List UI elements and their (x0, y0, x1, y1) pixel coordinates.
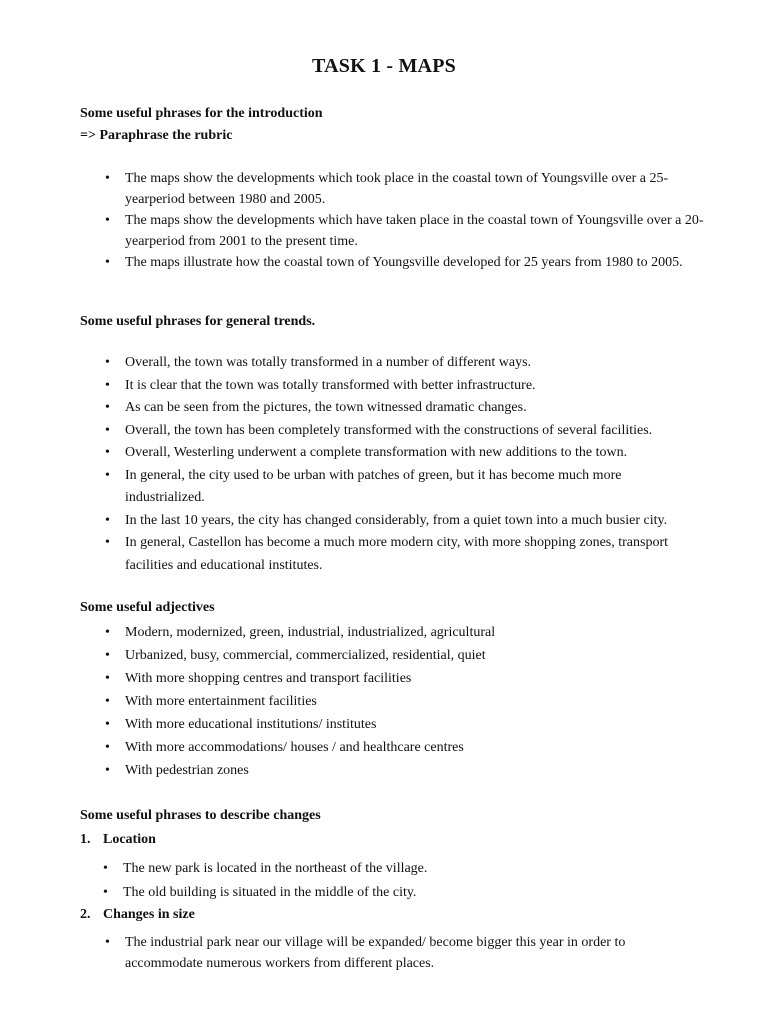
list-item: • As can be seen from the pictures, the town witnessed dramatic changes. (125, 397, 725, 420)
trends-list (125, 352, 725, 577)
trends-heading: Some useful phrases for general trends. (80, 314, 316, 329)
subsection-number: 2. (80, 907, 91, 922)
list-item: • With more educational institutions/ institutes (125, 713, 725, 736)
size-list (125, 932, 685, 974)
subsection-label: Changes in size (103, 907, 195, 922)
list-item: • In general, the city used to be urban with patches of green, but it has become much more industrialized. (125, 465, 685, 510)
changes-heading: Some useful phrases to describe changes (80, 808, 321, 823)
intro-list (125, 168, 725, 273)
intro-heading: Some useful phrases for the introduction (80, 106, 323, 121)
subsection-label: Location (103, 832, 156, 847)
list-item: • In general, Castellon has become a much more modern city, with more shopping zones, transport facilities and educational institutes. (125, 532, 685, 577)
list-item: • Overall, the town was totally transformed in a number of different ways. (125, 352, 725, 375)
subsection-size-heading (80, 907, 195, 923)
list-item: • The old building is situated in the middle of the city. (123, 881, 683, 905)
list-item: • With more entertainment facilities (125, 690, 725, 713)
list-item: • The maps show the developments which took place in the coastal town of Youngsville over a 25-yearperiod between 1980 and 2005. (125, 168, 725, 210)
location-list (123, 857, 683, 905)
list-item: • With more shopping centres and transport facilities (125, 667, 725, 690)
list-item: • The industrial park near our village will be expanded/ become bigger this year in order to accommodate numerous workers from different places. (125, 932, 685, 974)
adjectives-list (125, 621, 725, 782)
page-title: TASK 1 - MAPS (312, 55, 456, 77)
list-item: • The maps illustrate how the coastal town of Youngsville developed for 25 years from 1980 to 2005. (125, 252, 725, 273)
list-item: • The maps show the developments which have taken place in the coastal town of Youngsville over a 20-yearperiod from 2001 to the present time. (125, 210, 725, 252)
list-item: • Urbanized, busy, commercial, commercialized, residential, quiet (125, 644, 725, 667)
list-item: • Modern, modernized, green, industrial, industrialized, agricultural (125, 621, 725, 644)
list-item: • It is clear that the town was totally transformed with better infrastructure. (125, 375, 725, 398)
list-item: • Overall, Westerling underwent a complete transformation with new additions to the town. (125, 442, 725, 465)
list-item: • With more accommodations/ houses / and healthcare centres (125, 736, 725, 759)
subsection-number: 1. (80, 832, 91, 847)
list-item: • The new park is located in the northeast of the village. (123, 857, 683, 881)
list-item: • With pedestrian zones (125, 759, 725, 782)
adjectives-heading: Some useful adjectives (80, 600, 215, 615)
list-item: • In the last 10 years, the city has changed considerably, from a quiet town into a much busier city. (125, 510, 725, 533)
list-item: • Overall, the town has been completely transformed with the constructions of several facilities. (125, 420, 725, 443)
intro-subheading: => Paraphrase the rubric (80, 128, 233, 143)
subsection-location-heading (80, 832, 156, 848)
